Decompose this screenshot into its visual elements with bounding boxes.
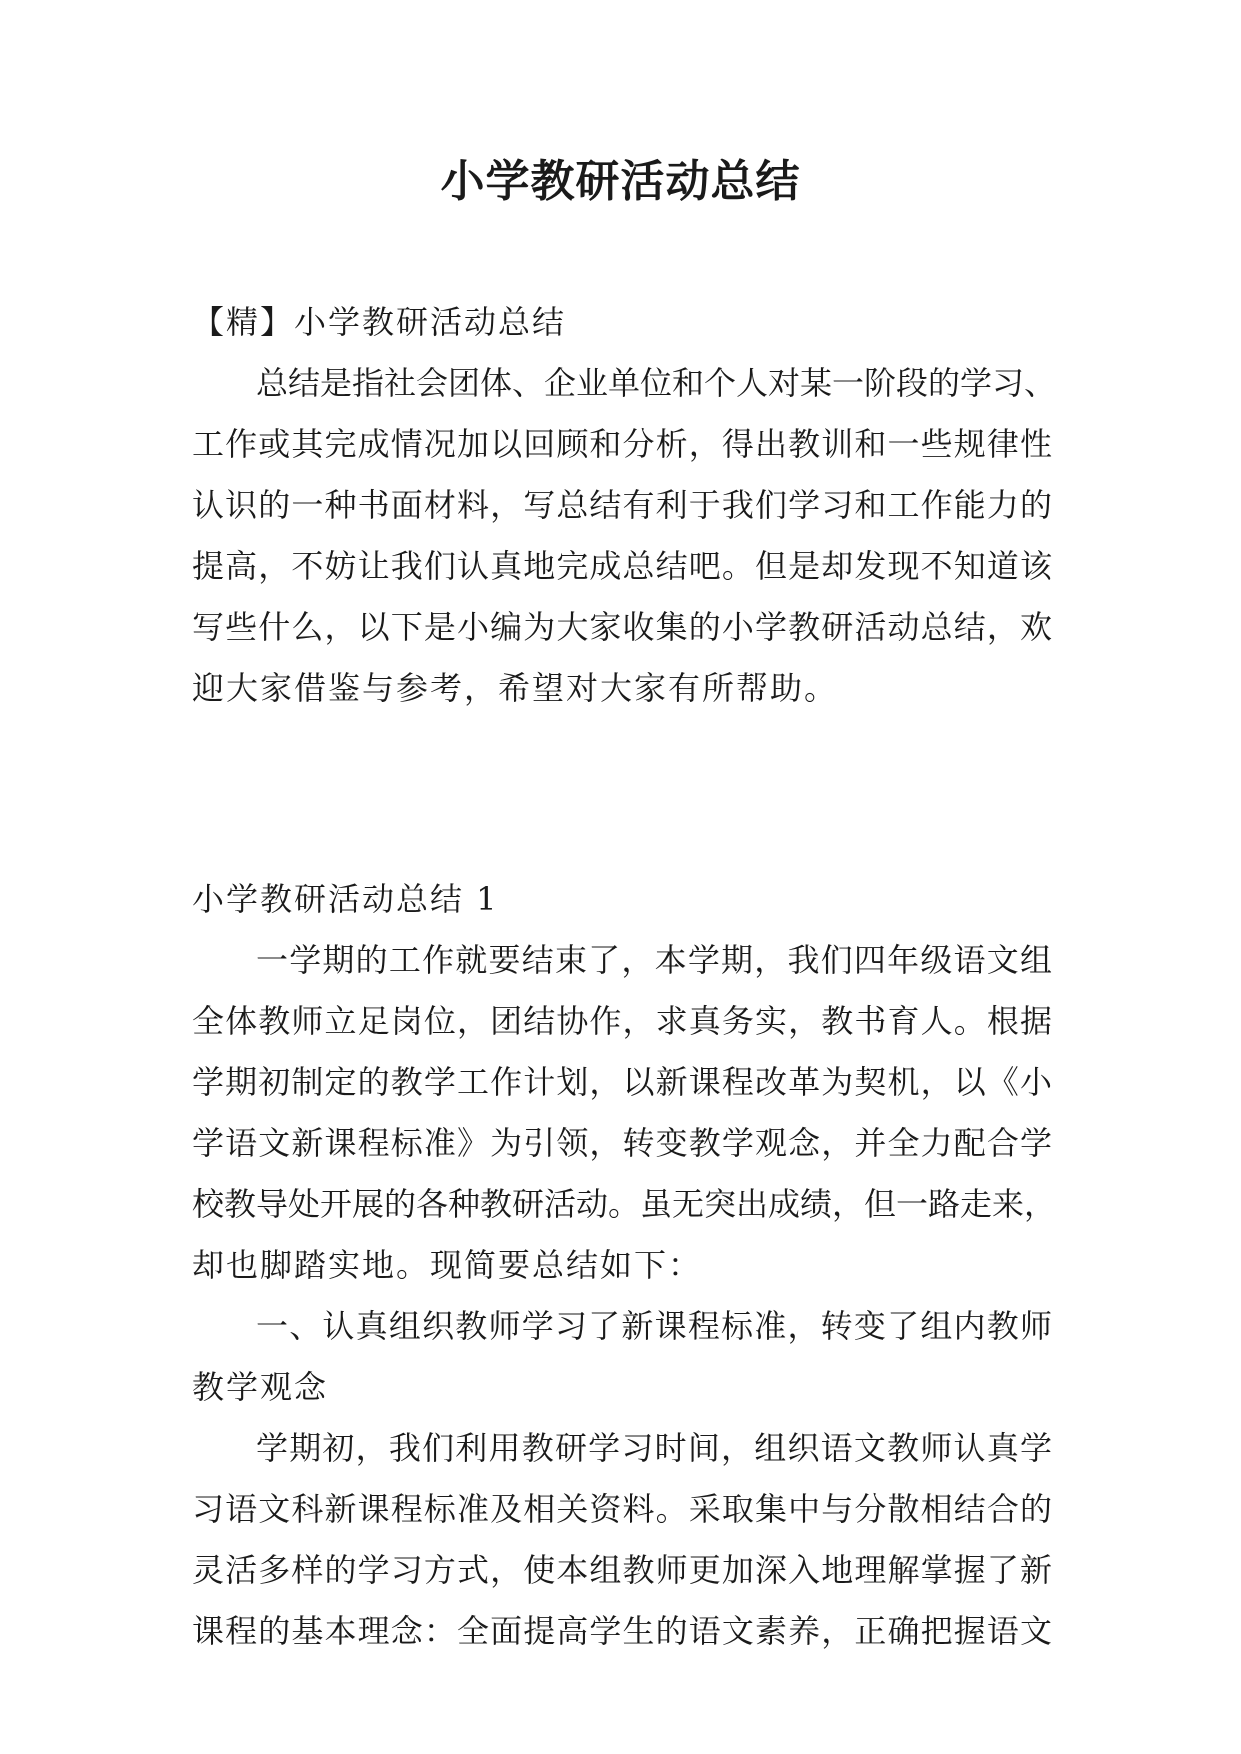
section-heading: 小学教研活动总结 1 xyxy=(192,880,499,918)
intro-paragraph xyxy=(192,353,1057,719)
text-line: 校教导处开展的各种教研活动。虽无突出成绩，但一路走来， xyxy=(192,1185,1057,1223)
text-line: 认识的一种书面材料，写总结有利于我们学习和工作能力的 xyxy=(192,486,1052,524)
text-line: 学期初制定的教学工作计划，以新课程改革为契机，以《小 xyxy=(192,1063,1052,1101)
text-line: 提高，不妨让我们认真地完成总结吧。但是却发现不知道该 xyxy=(192,547,1052,585)
text-line: 却也脚踏实地。现简要总结如下： xyxy=(192,1246,703,1284)
document-body xyxy=(192,292,1057,1662)
text-line: 一学期的工作就要结束了，本学期，我们四年级语文组 xyxy=(256,941,1052,979)
text-line: 学期初，我们利用教研学习时间，组织语文教师认真学 xyxy=(256,1429,1052,1467)
section1-paragraph-2 xyxy=(192,1418,1052,1662)
text-line: 全体教师立足岗位，团结协作，求真务实，教书育人。根据 xyxy=(192,1002,1052,1040)
text-line: 一、认真组织教师学习了新课程标准，转变了组内教师 xyxy=(256,1307,1052,1345)
text-line: 灵活多样的学习方式，使本组教师更加深入地理解掌握了新 xyxy=(192,1551,1052,1589)
text-line: 习语文科新课程标准及相关资料。采取集中与分散相结合的 xyxy=(192,1490,1052,1528)
text-line: 教学观念 xyxy=(192,1368,329,1406)
section1-paragraph-1 xyxy=(192,930,1057,1296)
document-title: 小学教研活动总结 xyxy=(440,156,801,207)
text-line: 工作或其完成情况加以回顾和分析，得出教训和一些规律性 xyxy=(192,425,1052,463)
text-line: 迎大家借鉴与参考，希望对大家有所帮助。 xyxy=(192,669,839,707)
text-line: 课程的基本理念：全面提高学生的语文素养，正确把握语文 xyxy=(192,1612,1052,1650)
intro-heading: 【精】小学教研活动总结 xyxy=(192,303,567,341)
text-line: 总结是指社会团体、企业单位和个人对某一阶段的学习、 xyxy=(256,364,1057,402)
section-gap xyxy=(192,719,1052,869)
section1-point-1 xyxy=(192,1296,1052,1418)
text-line: 学语文新课程标准》为引领，转变教学观念，并全力配合学 xyxy=(192,1124,1052,1162)
text-line: 写些什么，以下是小编为大家收集的小学教研活动总结，欢 xyxy=(192,608,1052,646)
